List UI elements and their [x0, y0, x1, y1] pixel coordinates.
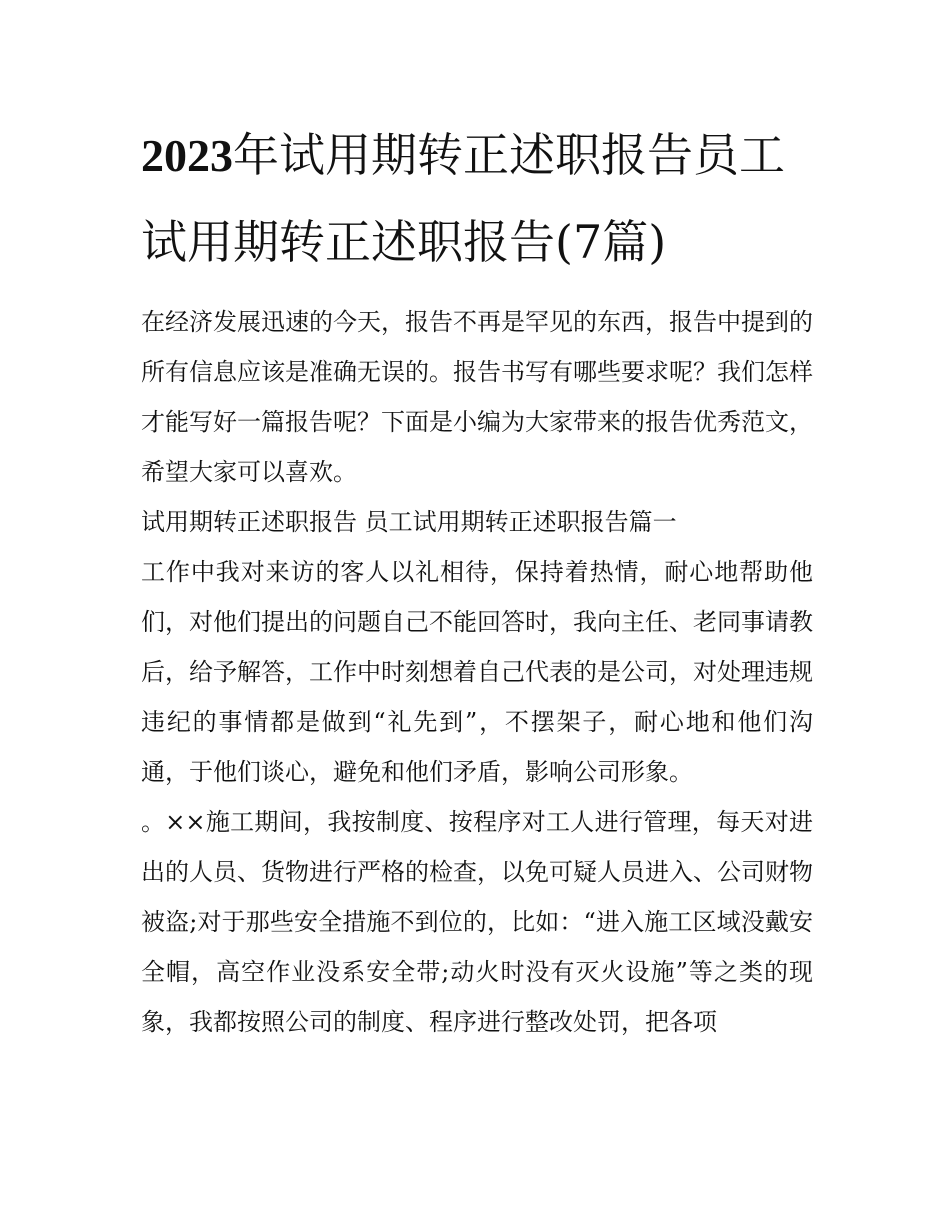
document-content	[141, 112, 813, 1047]
document-body	[141, 297, 813, 1047]
document-title	[141, 112, 813, 285]
title-year: 2023	[141, 130, 233, 181]
intro-paragraph: 在经济发展迅速的今天，报告不再是罕见的东西，报告中提到的所有信息应该是准确无误的。报告书写有哪些要求呢？我们怎样才能写好一篇报告呢？下面是小编为大家带来的报告优秀范文，希望大家可以喜欢。	[141, 308, 813, 486]
section-heading: 试用期转正述职报告 员工试用期转正述职报告篇一	[141, 508, 677, 536]
body-paragraph: 工作中我对来访的客人以礼相待，保持着热情，耐心地帮助他们，对他们提出的问题自己不能回答时，我向主任、老同事请教后，给予解答，工作中时刻想着自己代表的是公司，对处理违规违纪的事情都是做到“礼先到”，不摆架子，耐心地和他们沟通，于他们谈心，避免和他们矛盾，影响公司形象。	[141, 558, 813, 786]
body-paragraph: 。××施工期间，我按制度、按程序对工人进行管理，每天对进出的人员、货物进行严格的检查，以免可疑人员进入、公司财物被盗;对于那些安全措施不到位的，比如：“进入施工区域没戴安全帽，高空作业没系安全带;动火时没有灭火设施”等之类的现象，我都按照公司的制度、程序进行整改处罚，把各项	[141, 808, 813, 1036]
title-text: 年试用期转正述职报告员工试用期转正述职报告(7篇)	[141, 128, 785, 269]
